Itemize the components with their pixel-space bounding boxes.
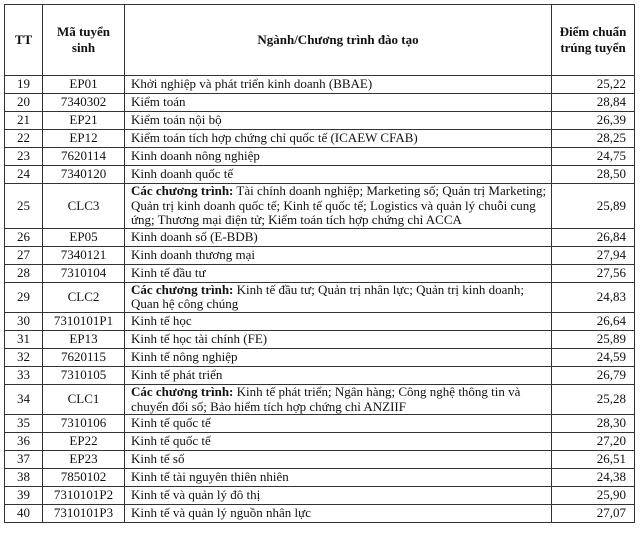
program-name: Kinh doanh số (E-BDB) <box>131 228 258 244</box>
table-row <box>5 228 635 246</box>
program-name: Tài chính doanh nghiệp; Marketing số; Quản trị Marketing; Quản trị kinh doanh quốc tế; Kinh tế quốc tế; Logistics và quản lý chuỗi cung ứng; Thương mại điện tử; Kiểm toán tích hợp chứng chỉ ACCA <box>131 183 547 228</box>
cell-program <box>125 366 552 384</box>
program-name: Kinh tế số <box>131 451 185 467</box>
program-name: Kinh doanh quốc tế <box>131 166 234 182</box>
cell-code: 7340121 <box>43 246 125 264</box>
cell-program <box>125 348 552 366</box>
cell-tt: 20 <box>5 94 43 112</box>
cell-code: 7310101P2 <box>43 487 125 505</box>
program-group-label: Các chương trình: <box>131 281 234 297</box>
table-row <box>5 76 635 94</box>
cell-code: CLC1 <box>43 384 125 414</box>
cell-program <box>125 166 552 184</box>
cell-code: 7850102 <box>43 469 125 487</box>
cell-tt: 30 <box>5 312 43 330</box>
cell-code: EP22 <box>43 433 125 451</box>
cell-tt: 22 <box>5 130 43 148</box>
cell-tt: 26 <box>5 228 43 246</box>
cell-code: 7340120 <box>43 166 125 184</box>
cell-code: EP23 <box>43 451 125 469</box>
cell-program <box>125 330 552 348</box>
cell-score: 26,64 <box>552 312 635 330</box>
cell-code: 7340302 <box>43 94 125 112</box>
cell-score: 27,07 <box>552 505 635 523</box>
cell-code: 7310101P3 <box>43 505 125 523</box>
cell-program <box>125 130 552 148</box>
cell-score: 27,56 <box>552 264 635 282</box>
cell-code: EP12 <box>43 130 125 148</box>
cell-program <box>125 451 552 469</box>
admission-scores-table <box>4 4 635 523</box>
cell-program <box>125 487 552 505</box>
table-header-row <box>5 5 635 76</box>
cell-program <box>125 282 552 312</box>
cell-tt: 23 <box>5 148 43 166</box>
header-score: Điểm chuẩn trúng tuyển <box>552 5 635 76</box>
cell-score: 24,59 <box>552 348 635 366</box>
table-row <box>5 264 635 282</box>
program-name: Kinh tế và quản lý nguồn nhân lực <box>131 505 311 521</box>
cell-program <box>125 112 552 130</box>
table-row <box>5 348 635 366</box>
cell-code: 7310104 <box>43 264 125 282</box>
admission-scores-document <box>4 4 634 523</box>
cell-score: 26,51 <box>552 451 635 469</box>
program-name: Kinh tế phát triển <box>131 367 223 383</box>
cell-tt: 21 <box>5 112 43 130</box>
cell-score: 26,84 <box>552 228 635 246</box>
cell-program <box>125 433 552 451</box>
cell-code: 7310105 <box>43 366 125 384</box>
cell-program <box>125 384 552 414</box>
cell-score: 24,75 <box>552 148 635 166</box>
cell-score: 26,79 <box>552 366 635 384</box>
table-row <box>5 94 635 112</box>
cell-score: 27,94 <box>552 246 635 264</box>
program-name: Kinh tế đầu tư <box>131 264 206 280</box>
cell-code: CLC2 <box>43 282 125 312</box>
cell-program <box>125 246 552 264</box>
cell-program <box>125 148 552 166</box>
program-name: Khởi nghiệp và phát triển kinh doanh (BBAE) <box>131 76 373 92</box>
program-name: Kinh tế nông nghiệp <box>131 349 238 365</box>
cell-tt: 35 <box>5 415 43 433</box>
cell-score: 28,25 <box>552 130 635 148</box>
cell-program <box>125 264 552 282</box>
table-row <box>5 469 635 487</box>
cell-program <box>125 312 552 330</box>
program-name: Kinh tế và quản lý đô thị <box>131 487 261 503</box>
cell-tt: 38 <box>5 469 43 487</box>
program-group-label: Các chương trình: <box>131 183 234 198</box>
cell-tt: 39 <box>5 487 43 505</box>
table-row <box>5 148 635 166</box>
cell-code: CLC3 <box>43 184 125 229</box>
table-row <box>5 384 635 414</box>
cell-code: 7310106 <box>43 415 125 433</box>
cell-score: 28,50 <box>552 166 635 184</box>
cell-code: 7620114 <box>43 148 125 166</box>
program-name: Kinh tế học tài chính (FE) <box>131 331 268 347</box>
cell-tt: 40 <box>5 505 43 523</box>
table-row <box>5 184 635 229</box>
cell-tt: 34 <box>5 384 43 414</box>
table-row <box>5 433 635 451</box>
cell-program <box>125 415 552 433</box>
table-row <box>5 330 635 348</box>
cell-score: 28,30 <box>552 415 635 433</box>
table-row <box>5 487 635 505</box>
header-tt: TT <box>5 5 43 76</box>
cell-score: 25,28 <box>552 384 635 414</box>
cell-code: 7620115 <box>43 348 125 366</box>
header-code: Mã tuyển sinh <box>43 5 125 76</box>
cell-score: 26,39 <box>552 112 635 130</box>
cell-program <box>125 469 552 487</box>
table-row <box>5 312 635 330</box>
table-row <box>5 282 635 312</box>
program-group-label: Các chương trình: <box>131 383 234 399</box>
table-row <box>5 451 635 469</box>
cell-score: 27,20 <box>552 433 635 451</box>
program-name: Kinh tế tài nguyên thiên nhiên <box>131 469 289 485</box>
cell-program <box>125 505 552 523</box>
cell-code: EP21 <box>43 112 125 130</box>
cell-tt: 19 <box>5 76 43 94</box>
cell-tt: 27 <box>5 246 43 264</box>
cell-score: 25,89 <box>552 184 635 229</box>
table-row <box>5 505 635 523</box>
cell-tt: 32 <box>5 348 43 366</box>
program-name: Kinh doanh nông nghiệp <box>131 148 260 164</box>
cell-tt: 33 <box>5 366 43 384</box>
program-name: Kinh tế quốc tế <box>131 433 211 449</box>
cell-tt: 31 <box>5 330 43 348</box>
program-name: Kinh doanh thương mại <box>131 246 256 262</box>
header-program: Ngành/Chương trình đào tạo <box>125 5 552 76</box>
cell-code: EP05 <box>43 228 125 246</box>
cell-tt: 25 <box>5 184 43 229</box>
program-name: Kinh tế quốc tế <box>131 415 211 431</box>
program-name: Kinh tế phát triển; Ngân hàng; Công nghệ thông tin và chuyển đổi số; Bảo hiểm tích hợp chứng chỉ ANZIIF <box>131 383 521 414</box>
cell-score: 24,83 <box>552 282 635 312</box>
cell-tt: 37 <box>5 451 43 469</box>
cell-code: EP13 <box>43 330 125 348</box>
cell-program <box>125 228 552 246</box>
cell-program <box>125 184 552 229</box>
table-row <box>5 366 635 384</box>
cell-score: 24,38 <box>552 469 635 487</box>
cell-tt: 24 <box>5 166 43 184</box>
cell-score: 25,22 <box>552 76 635 94</box>
cell-code: EP01 <box>43 76 125 94</box>
table-row <box>5 166 635 184</box>
table-row <box>5 415 635 433</box>
cell-program <box>125 76 552 94</box>
table-body <box>5 76 635 523</box>
cell-tt: 29 <box>5 282 43 312</box>
table-row <box>5 130 635 148</box>
cell-score: 25,90 <box>552 487 635 505</box>
cell-code: 7310101P1 <box>43 312 125 330</box>
program-name: Kinh tế học <box>131 313 192 329</box>
program-name: Kiểm toán <box>131 94 186 110</box>
cell-score: 28,84 <box>552 94 635 112</box>
cell-tt: 28 <box>5 264 43 282</box>
table-row <box>5 112 635 130</box>
program-name: Kinh tế đầu tư; Quản trị nhân lực; Quản trị kinh doanh; Quan hệ công chúng <box>131 281 525 312</box>
cell-tt: 36 <box>5 433 43 451</box>
program-name: Kiểm toán nội bộ <box>131 112 222 128</box>
cell-program <box>125 94 552 112</box>
program-name: Kiểm toán tích hợp chứng chỉ quốc tế (ICAEW CFAB) <box>131 130 418 146</box>
cell-score: 25,89 <box>552 330 635 348</box>
table-row <box>5 246 635 264</box>
